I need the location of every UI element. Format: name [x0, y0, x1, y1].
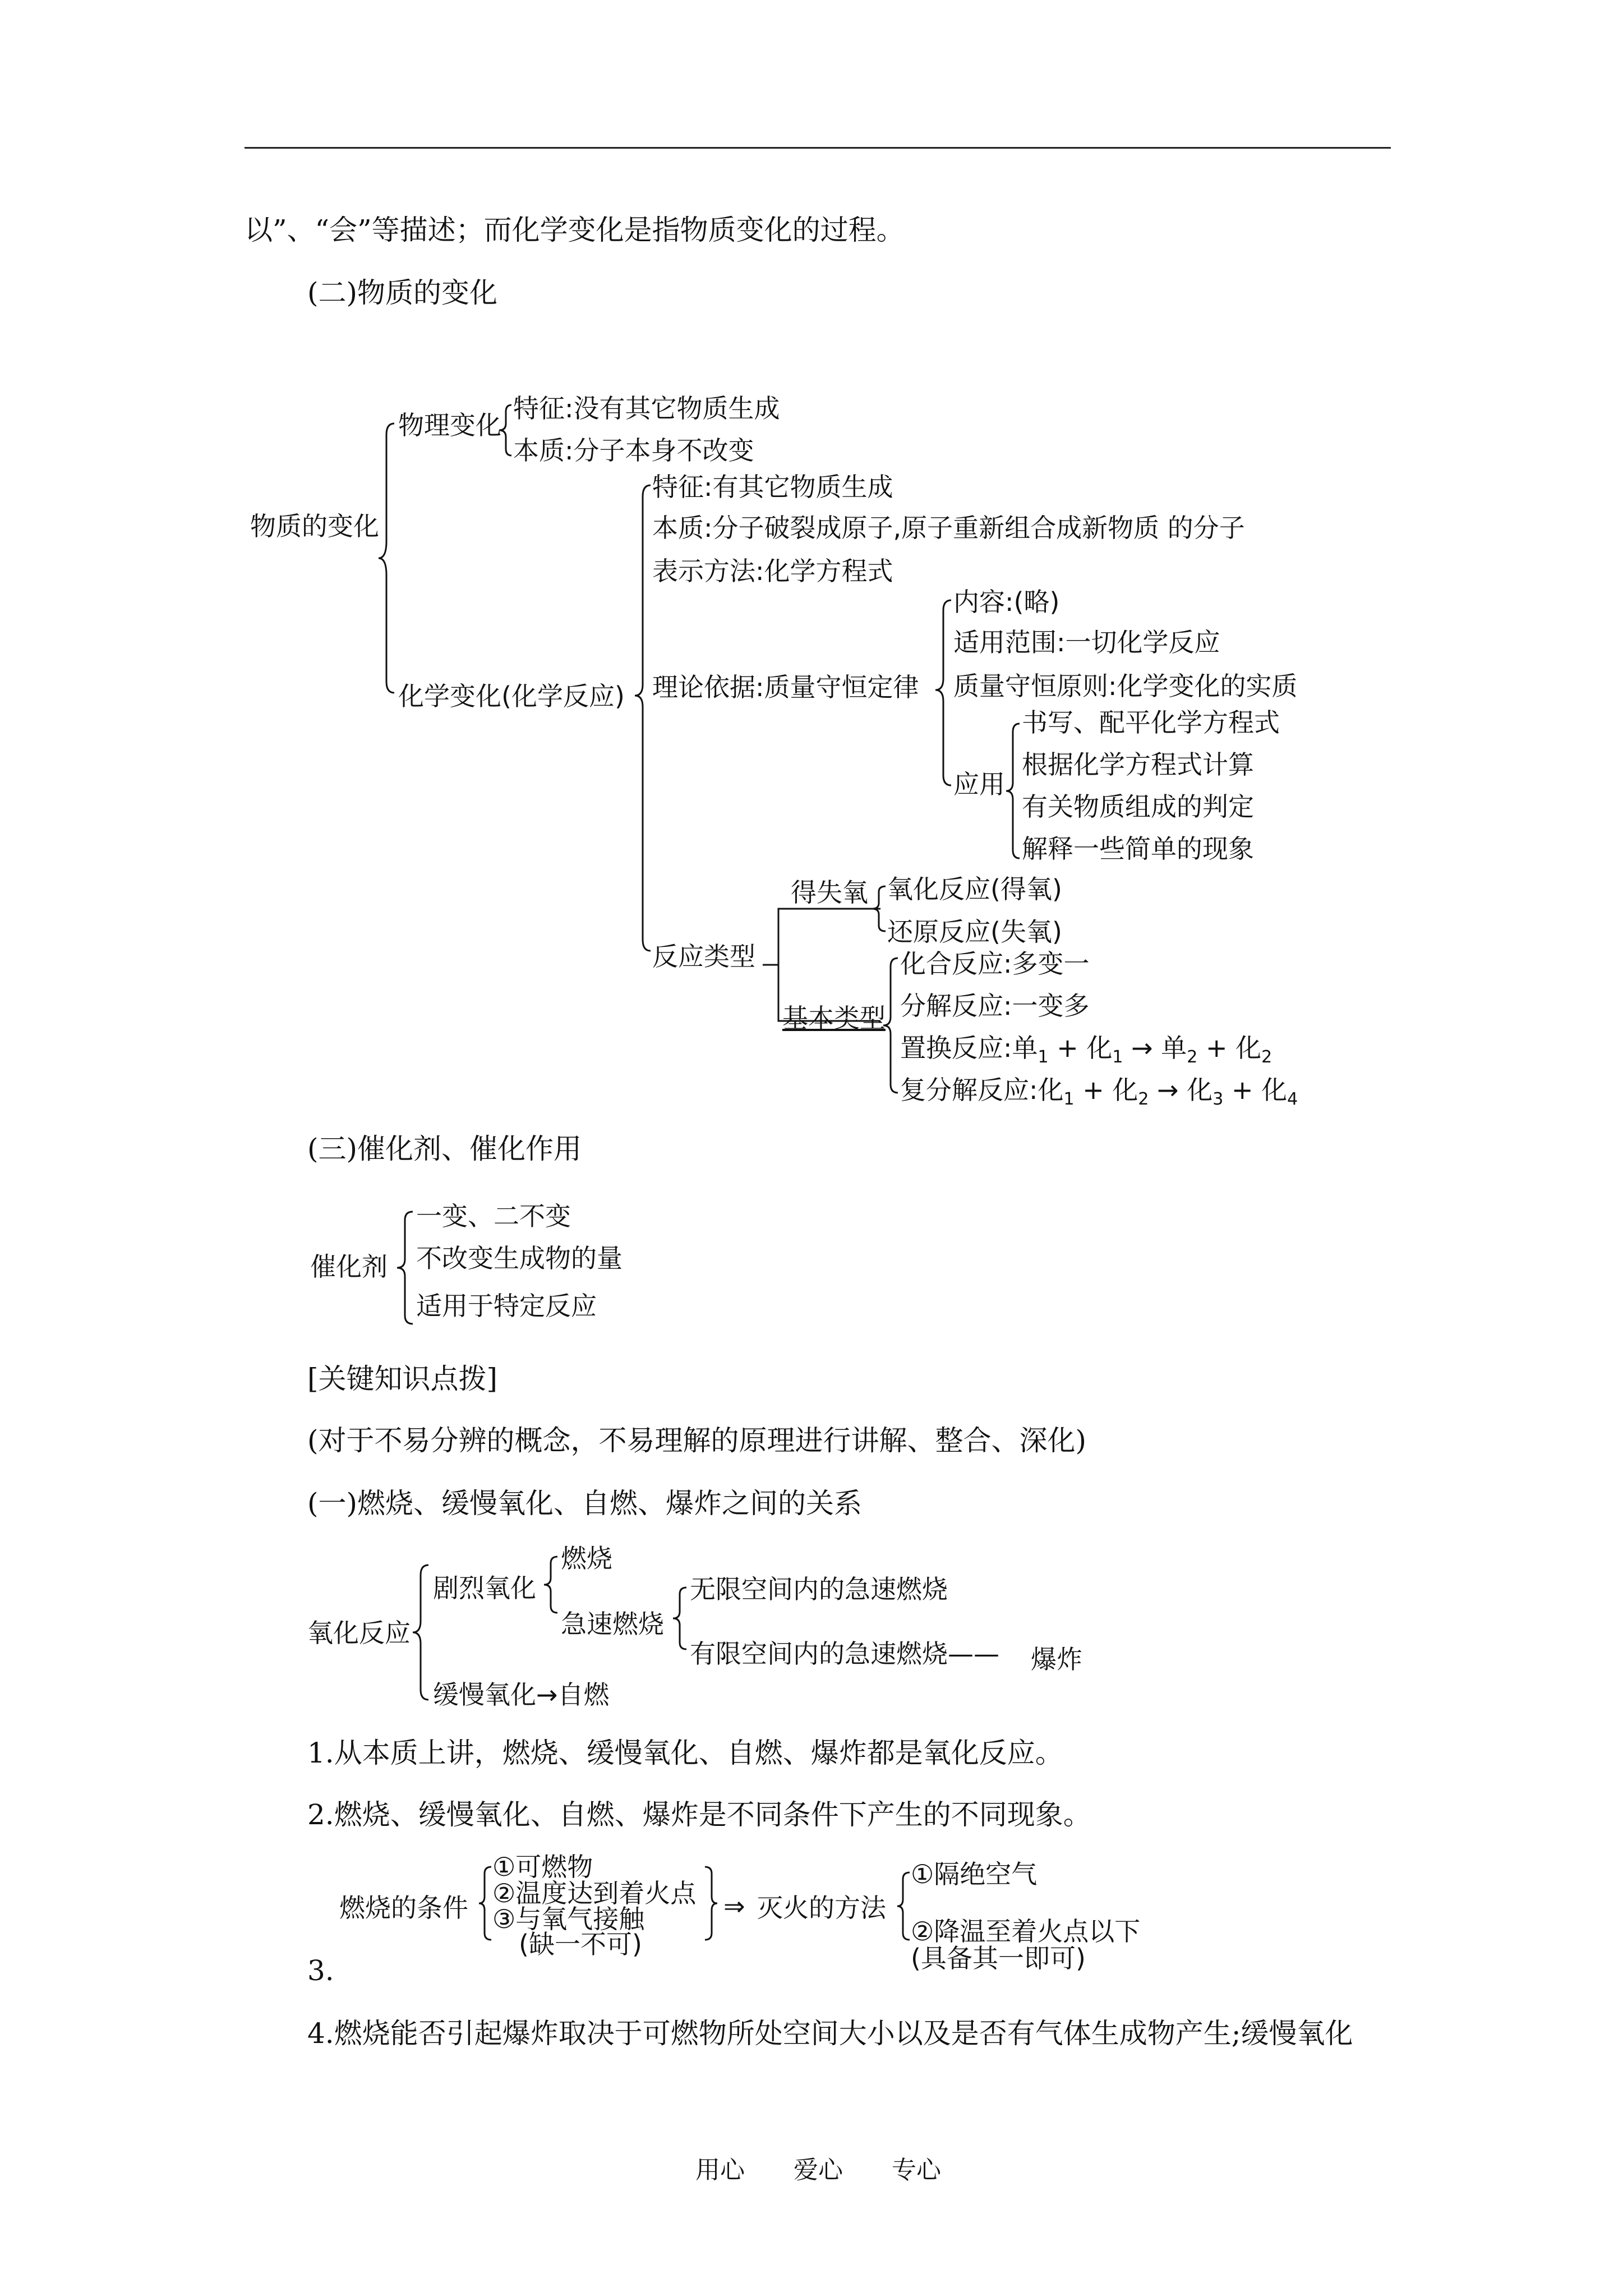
implies-arrow: ⇒: [723, 1891, 745, 1921]
diagram-root: 氧化反应: [307, 1618, 411, 1648]
node-app-4: 解释一些简单的现象: [1022, 834, 1254, 864]
diagram-root: 催化剂: [310, 1251, 388, 1282]
diagram-root: 物质的变化: [250, 511, 379, 541]
node-explosion: 爆炸: [1031, 1644, 1082, 1674]
brace: [413, 1565, 430, 1700]
brace: [935, 600, 952, 785]
node-displacement: 置换反应:单$_1$ + 化$_1$ → 单$_2$ + 化$_2$: [900, 1033, 1272, 1068]
node-violent: 剧烈氧化: [433, 1573, 536, 1603]
method-2: ②降温至着火点以下: [911, 1916, 1141, 1947]
footer-word: 爱心: [794, 2156, 843, 2184]
brace: [883, 958, 899, 1093]
condition-1: ①可燃物: [492, 1852, 593, 1882]
node-gain-lose-oxygen: 得失氧: [791, 877, 868, 908]
point-4: 4.燃烧能否引起爆炸取决于可燃物所处空间大小以及是否有气体生成物产生;缓慢氧化: [307, 2017, 1353, 2050]
node-basic-types: 基本类型: [782, 1003, 886, 1033]
node-decomposition: 分解反应:一变多: [900, 991, 1090, 1021]
catalyst-item-1: 一变、二不变: [416, 1201, 571, 1231]
node-app-3: 有关物质组成的判定: [1022, 792, 1254, 822]
node-app-1: 书写、配平化学方程式: [1022, 707, 1280, 738]
node-chem-essence: 本质:分子破裂成原子,原子重新组合成新物质 的分子: [652, 513, 1245, 543]
key-heading: [关键知识点拨]: [307, 1363, 498, 1395]
condition-note: (缺一不可): [519, 1929, 642, 1959]
node-physical: 物理变化: [398, 410, 501, 440]
node-slow: 缓慢氧化→自燃: [433, 1680, 610, 1710]
node-reduction: 还原反应(失氧): [887, 917, 1062, 947]
brace: [479, 1867, 492, 1940]
node-oxidation: 氧化反应(得氧): [887, 874, 1062, 904]
point-2: 2.燃烧、缓慢氧化、自燃、爆炸是不同条件下产生的不同现象。: [307, 1798, 1091, 1831]
footer-word: 专心: [892, 2156, 941, 2184]
brace: [1006, 724, 1021, 858]
burning-label: 燃烧的条件: [339, 1893, 468, 1923]
section-heading: (二)物质的变化: [307, 277, 498, 309]
brace: [499, 405, 513, 455]
brace: [673, 1588, 688, 1649]
node-content: 内容:(略): [953, 587, 1060, 617]
brace: [397, 1212, 414, 1324]
node-chem-notation: 表示方法:化学方程式: [652, 556, 893, 586]
method-1: ①隔绝空气: [911, 1859, 1038, 1889]
brace: [379, 424, 395, 693]
node-rapid: 急速燃烧: [561, 1609, 664, 1639]
extinguish-label: 灭火的方法: [757, 1893, 886, 1923]
condition-2: ②温度达到着火点: [492, 1878, 697, 1908]
node-combustion: 燃烧: [561, 1543, 612, 1573]
catalyst-item-3: 适用于特定反应: [416, 1291, 597, 1321]
section-heading: (一)燃烧、缓慢氧化、自燃、爆炸之间的关系: [307, 1487, 863, 1520]
node-application: 应用: [953, 769, 1005, 799]
catalyst-item-2: 不改变生成物的量: [416, 1243, 623, 1273]
node-scope: 适用范围:一切化学反应: [953, 627, 1220, 657]
footer-word: 用心: [695, 2156, 745, 2184]
brace: [635, 485, 652, 951]
node-phys-essence: 本质:分子本身不改变: [513, 435, 754, 466]
condition-3: ③与氧气接触: [492, 1904, 645, 1934]
node-reaction-types: 反应类型: [652, 941, 755, 972]
node-chemical: 化学变化(化学反应): [398, 681, 625, 711]
node-principle: 质量守恒原则:化学变化的实质: [953, 671, 1298, 701]
brace: [704, 1867, 717, 1940]
point-1: 1.从本质上讲，燃烧、缓慢氧化、自燃、爆炸都是氧化反应。: [307, 1737, 1063, 1769]
key-note: (对于不易分辨的概念，不易理解的原理进行讲解、整合、深化): [307, 1424, 1087, 1457]
node-chem-feature: 特征:有其它物质生成: [652, 472, 893, 502]
node-phys-feature: 特征:没有其它物质生成: [513, 393, 780, 424]
brace: [544, 1557, 559, 1613]
section-heading: (三)催化剂、催化作用: [307, 1133, 582, 1165]
method-note: (具备其一即可): [911, 1943, 1086, 1973]
text-line: 以”、“会”等描述；而化学变化是指物质变化的过程。: [245, 214, 905, 246]
node-unlimited: 无限空间内的急速燃烧: [690, 1574, 948, 1604]
brace: [872, 886, 887, 931]
node-combination: 化合反应:多变一: [900, 949, 1090, 979]
header-rule: [245, 147, 1391, 149]
node-double-decomposition: 复分解反应:化$_1$ + 化$_2$ → 化$_3$ + 化$_4$: [900, 1075, 1298, 1110]
node-app-2: 根据化学方程式计算: [1022, 749, 1254, 780]
node-theory: 理论依据:质量守恒定律: [652, 672, 919, 702]
node-limited: 有限空间内的急速燃烧——: [690, 1639, 999, 1669]
point-3: 3.: [307, 1954, 334, 1987]
brace: [897, 1872, 911, 1940]
